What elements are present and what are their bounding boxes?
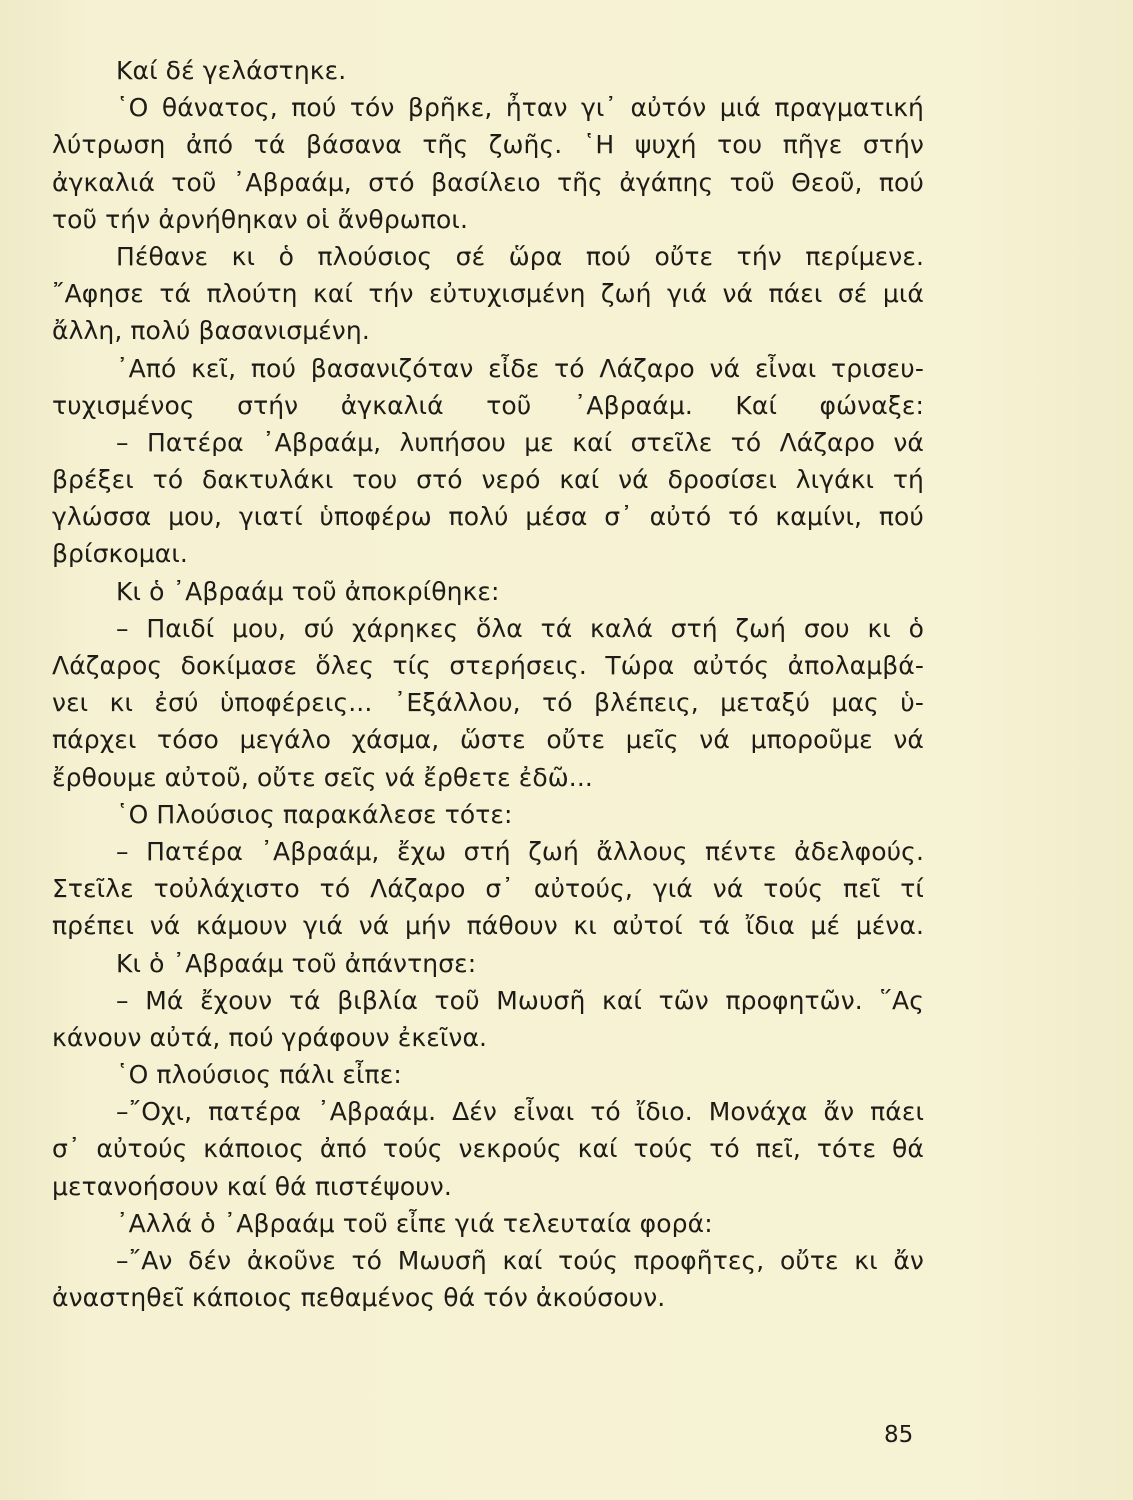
text-line: ᾿Αλλά ὁ ᾿Αβραάμ τοῦ εἶπε γιά τελευταία φορά: (116, 1208, 713, 1238)
text-line: μετανοήσουν καί θά πιστέψουν. (52, 1171, 452, 1201)
text-line: ἔρθουμε αὐτοῦ, οὔτε σεῖς νά ἔρθετε ἐδῶ... (52, 762, 593, 792)
text-line: ἀγκαλιά τοῦ ᾿Αβραάμ, στό βασίλειο τῆς ἀγάπης τοῦ Θεοῦ, πού (52, 167, 924, 197)
text-line: Κι ὁ ᾿Αβραάμ τοῦ ἀποκρίθηκε: (116, 576, 500, 606)
text-line: ῾Ο Πλούσιος παρακάλεσε τότε: (116, 799, 513, 829)
text-line: –῎Οχι, πατέρα ᾿Αβραάμ. Δέν εἶναι τό ἴδιο. Μονάχα ἄν πάει (116, 1097, 924, 1127)
text-line: Κι ὁ ᾿Αβραάμ τοῦ ἀπάντησε: (116, 948, 477, 978)
text-line: ᾿Από κεῖ, πού βασανιζόταν εἶδε τό Λάζαρο νά εἶναι τρισευ- (116, 353, 924, 383)
text-line: – Πατέρα ᾿Αβραάμ, ἔχω στή ζωή ἄλλους πέντε ἀδελφούς. (116, 836, 924, 866)
text-line: πρέπει νά κάμουν γιά νά μήν πάθουν κι αὐτοί τά ἴδια μέ μένα. (52, 911, 924, 941)
text-line: Καί δέ γελάστηκε. (116, 56, 347, 85)
text-line: τυχισμένος στήν ἀγκαλιά τοῦ ᾿Αβραάμ. Καί φώναξε: (52, 390, 924, 420)
text-line: πάρχει τόσο μεγάλο χάσμα, ὥστε οὔτε μεῖς νά μποροῦμε νά (52, 725, 924, 755)
text-line: λύτρωση ἀπό τά βάσανα τῆς ζωῆς. ῾Η ψυχή του πῆγε στήν (52, 130, 924, 160)
body-text (52, 52, 924, 1316)
text-line: Πέθανε κι ὁ πλούσιος σέ ὥρα πού οὔτε τήν περίμενε. (116, 241, 924, 271)
text-line: –῎Αν δέν ἀκοῦνε τό Μωυσῆ καί τούς προφῆτες, οὔτε κι ἄν (116, 1246, 924, 1275)
text-line: βρέξει τό δακτυλάκι του στό νερό καί νά δροσίσει λιγάκι τή (52, 465, 924, 495)
text-line: Στεῖλε τοὐλάχιστο τό Λάζαρο σ᾿ αὐτούς, γιά νά τούς πεῖ τί (52, 874, 924, 904)
text-line: ἄλλη, πολύ βασανισμένη. (52, 316, 370, 346)
text-line: ἀναστηθεῖ κάποιος πεθαμένος θά τόν ἀκούσουν. (52, 1283, 666, 1313)
text-line: Λάζαρος δοκίμασε ὅλες τίς στερήσεις. Τώρα αὐτός ἀπολαμβά- (52, 651, 924, 680)
text-line: νει κι ἐσύ ὑποφέρεις... ᾿Εξάλλου, τό βλέπεις, μεταξύ μας ὑ- (52, 688, 924, 718)
text-line: – Πατέρα ᾿Αβραάμ, λυπήσου με καί στεῖλε τό Λάζαρο νά (116, 427, 924, 457)
text-line: γλώσσα μου, γιατί ὑποφέρω πολύ μέσα σ᾿ αὐτό τό καμίνι, πού (52, 502, 924, 532)
text-line: ῾Ο θάνατος, πού τόν βρῆκε, ἦταν γι᾿ αὐτόν μιά πραγματική (116, 93, 924, 123)
text-line: – Μά ἔχουν τά βιβλία τοῦ Μωυσῆ καί τῶν προφητῶν. ῞Ας (116, 985, 924, 1015)
text-line: ῎Αφησε τά πλούτη καί τήν εὐτυχισμένη ζωή γιά νά πάει σέ μιά (52, 279, 924, 309)
text-line: βρίσκομαι. (52, 539, 188, 569)
text-line: – Παιδί μου, σύ χάρηκες ὅλα τά καλά στή ζωή σου κι ὁ (116, 613, 924, 643)
text-line: σ᾿ αὐτούς κάποιος ἀπό τούς νεκρούς καί τούς τό πεῖ, τότε θά (52, 1134, 924, 1164)
page-number: 85 (884, 1422, 914, 1448)
text-line: τοῦ τήν ἀρνήθηκαν οἱ ἄνθρωποι. (52, 204, 468, 234)
text-line: ῾Ο πλούσιος πάλι εἶπε: (116, 1060, 402, 1090)
text-line: κάνουν αὐτά, πού γράφουν ἐκεῖνα. (52, 1022, 488, 1052)
